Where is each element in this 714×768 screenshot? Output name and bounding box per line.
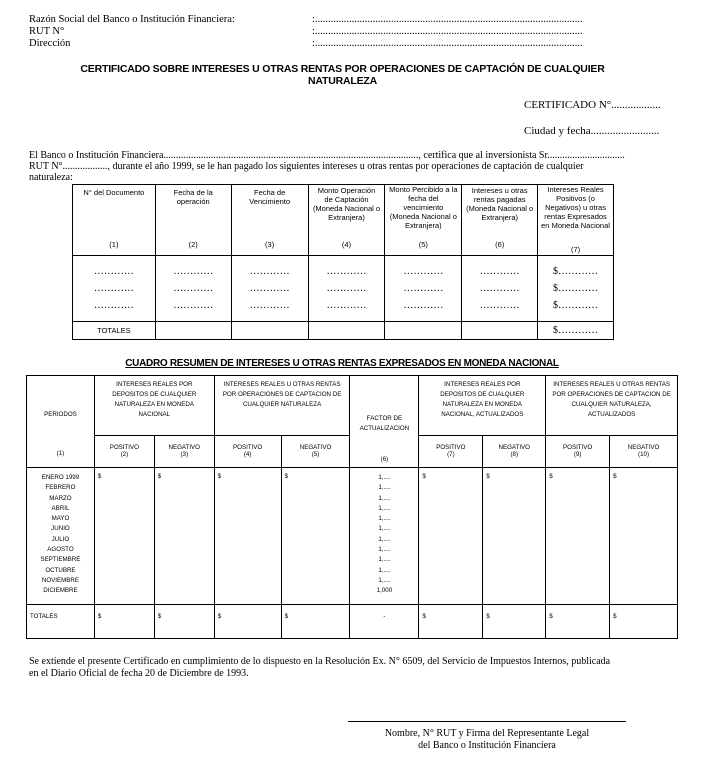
month-item: OCTUBRE: [45, 566, 76, 574]
positivo-header: POSITIVO (2): [94, 436, 154, 468]
footer-paragraph: [29, 656, 610, 680]
dots-cell: ………… ………… …………: [385, 256, 462, 322]
totals-row: [73, 322, 614, 340]
dots-cell: ………… ………… …………: [73, 256, 156, 322]
sign-cell: $: [214, 468, 281, 605]
group1-header: INTERESES REALES POR DEPOSITOS DE CUALQUIER NATURALEZA EN MONEDA NACIONAL: [94, 376, 214, 436]
total-value: $…………: [538, 322, 614, 340]
summary-table: [26, 375, 678, 639]
positivo-header: POSITIVO (4): [214, 436, 281, 468]
group4-header: INTERESES REALES U OTRAS RENTAS POR OPERACIONES DE CAPTACION DE CUALQUIER NATURALEZA, ACTUALIZADOS: [546, 376, 678, 436]
group2-header: INTERESES REALES U OTRAS RENTAS POR OPERACIONES DE CAPTACION DE CUALQUIER NATURALEZA: [214, 376, 350, 436]
signature-line: [348, 721, 626, 722]
month-item: NOVIEMBRE: [41, 576, 80, 584]
month-item: JUNIO: [51, 525, 70, 533]
positivo-header: POSITIVO (9): [546, 436, 610, 468]
month-item: FEBRERO: [45, 484, 76, 492]
operations-table: [72, 184, 614, 340]
sign-cell: $: [94, 468, 154, 605]
footer-line-1: Se extiende el presente Certificado en cumplimiento de lo dispuesto en la Resolución Ex. N° 6509, del Servicio de Impuestos Internos, publicada: [29, 656, 611, 667]
positivo-header: POSITIVO (7): [419, 436, 483, 468]
header-field-razon-label: Razón Social del Banco o Institución Financiera:: [29, 14, 235, 25]
months-body: [27, 468, 678, 605]
signature-block: [348, 728, 626, 752]
negativo-header: NEGATIVO (8): [483, 436, 546, 468]
month-list: [27, 468, 95, 605]
month-item: ENERO 1999: [41, 474, 80, 481]
month-item: AGOSTO: [47, 546, 74, 554]
header-field-direccion-value: :......................................................................................................: [312, 38, 583, 49]
dollar-dots-cell: $………… $………… $…………: [538, 256, 614, 322]
month-item: MARZO: [49, 494, 72, 502]
group3-header: INTERESES REALES POR DEPOSITOS DE CUALQUIER NATURALEZA EN MONEDA NACIONAL, ACTUALIZADOS: [419, 376, 546, 436]
sign-cell: $: [610, 468, 678, 605]
table-row: [73, 256, 614, 322]
summary-totales-label: TOTALES: [27, 605, 95, 639]
header-field-direccion-label: Dirección: [29, 38, 71, 49]
periodos-header: PERIODOS (1): [27, 376, 95, 468]
total-factor: -: [350, 605, 419, 639]
negativo-header: NEGATIVO (10): [610, 436, 678, 468]
col-header-7: Intereses Reales Positivos (o Negativos) u otras rentas Expresados en Moneda Nacional (7): [538, 185, 614, 256]
dots-cell: ………… ………… …………: [462, 256, 538, 322]
document-title: CERTIFICADO SOBRE INTERESES U OTRAS RENTAS POR OPERACIONES DE CAPTACIÓN DE CUALQUIER NATURALEZA: [80, 63, 605, 87]
month-item: JULIO: [51, 535, 70, 543]
footer-line-2: en el Diario Oficial de fecha 20 de Diciembre de 1993.: [29, 668, 249, 679]
col-header-2: Fecha de la operación (2): [155, 185, 231, 256]
col-header-5: Monto Percibido a la fecha del vencimiento (Moneda Nacional o Extranjera) (5): [385, 185, 462, 256]
intro-line-2: RUT N°.................., durante el año 1999, se le han pagado los siguientes intereses u otras rentas por operaciones de captación de cualquier: [29, 161, 584, 172]
month-item: SEPTIEMBRE: [40, 556, 81, 564]
dots-cell: ………… ………… …………: [308, 256, 385, 322]
sign-cell: $: [483, 468, 546, 605]
col-header-3: Fecha de Vencimiento (3): [231, 185, 308, 256]
totales-label: TOTALES: [73, 322, 156, 340]
certificado-number: CERTIFICADO N°..................: [524, 99, 661, 111]
intro-line-3: naturaleza:: [29, 172, 73, 183]
month-item: ABRIL: [51, 504, 70, 512]
intro-paragraph: [29, 150, 625, 183]
header-field-razon-value: :......................................................................................................: [312, 14, 583, 25]
month-item: DICIEMBRE: [43, 587, 78, 595]
intro-line-1: El Banco o Institución Financiera......................................................................................................, certifica que al inversionista Sr...............................: [29, 150, 625, 161]
header-field-rut-value: :......................................................................................................: [312, 26, 583, 37]
col-header-1: N° del Documento (1): [73, 185, 156, 256]
negativo-header: NEGATIVO (3): [154, 436, 214, 468]
header-field-rut-label: RUT N°: [29, 26, 65, 37]
signature-line-1: Nombre, N° RUT y Firma del Representante Legal: [384, 728, 590, 739]
factor-header: FACTOR DE ACTUALIZACION (6): [350, 376, 419, 468]
col-header-4: Monto Operación de Captación (Moneda Nacional o Extranjera) (4): [308, 185, 385, 256]
sign-cell: $: [546, 468, 610, 605]
col-header-6: Intereses u otras rentas pagadas (Moneda Nacional o Extranjera) (6): [462, 185, 538, 256]
signature-line-2: del Banco o Institución Financiera: [418, 740, 556, 751]
ciudad-fecha: Ciudad y fecha.........................: [524, 125, 660, 137]
factor-list: 1,.... 1,.... 1,.... 1,.... 1,.... 1,.... 1,.... 1,.... 1,.... 1,.... 1,.... 1,000: [350, 468, 419, 605]
summary-title: CUADRO RESUMEN DE INTERESES U OTRAS RENTAS EXPRESADOS EN MONEDA NACIONAL: [125, 358, 559, 369]
summary-totals-row: TOTALES $ $ $ $ - $ $ $ $: [27, 605, 678, 639]
sign-cell: $: [281, 468, 350, 605]
sign-cell: $: [419, 468, 483, 605]
month-item: MAYO: [51, 515, 70, 523]
dots-cell: ………… ………… …………: [231, 256, 308, 322]
sign-cell: $: [154, 468, 214, 605]
negativo-header: NEGATIVO (5): [281, 436, 350, 468]
dots-cell: ………… ………… …………: [155, 256, 231, 322]
